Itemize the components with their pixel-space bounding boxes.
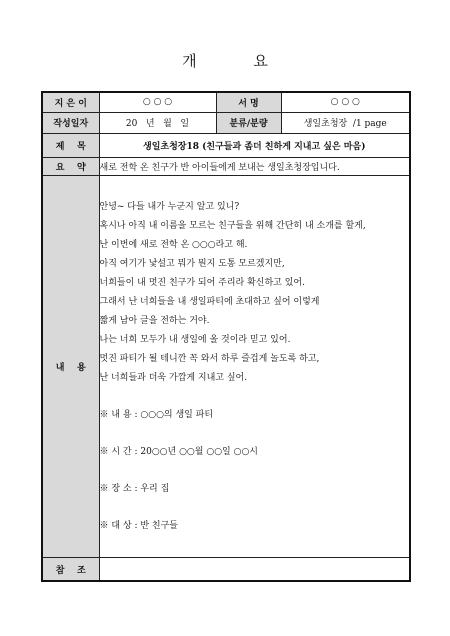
detail-line: ※ 장 소 : 우리 집: [99, 483, 170, 494]
content-line: 그래서 난 너희들을 내 생일파티에 초대하고 싶어 이렇게: [99, 296, 320, 307]
name-label: 서 명: [216, 92, 281, 112]
content-line: 난 너희들과 더욱 가깝게 지내고 싶어.: [99, 372, 248, 383]
category-label: 분류/분량: [216, 112, 281, 133]
document-title: 개 요: [182, 52, 294, 70]
content-line: 너희들이 내 멋진 친구가 되어 주리라 확신하고 있어.: [99, 277, 305, 288]
date-row: [42, 112, 410, 133]
detail-line: ※ 대 상 : 반 친구들: [99, 520, 179, 531]
date-label: 작성일자: [42, 112, 99, 133]
content-line: 짧게 남아 글을 전하는 거야.: [99, 315, 210, 326]
content-body: [99, 175, 410, 558]
content-row: [42, 175, 410, 558]
content-line: 난 이번에 새로 전학 온 ○○○라고 해.: [99, 239, 248, 250]
content-label: 내 용: [42, 175, 99, 558]
reference-label: 참 조: [42, 558, 99, 581]
reference-row: [42, 558, 410, 581]
author-row: [42, 92, 410, 112]
subject-label: 제 목: [42, 133, 99, 157]
content-line: 아직 여기가 낯설고 뭐가 뭔지 도통 모르겠지만,: [99, 258, 285, 269]
subject-value: 생일초청장18 (친구들과 좀더 친하게 지내고 싶은 마음): [99, 133, 410, 157]
author-value: ○ ○ ○: [99, 92, 216, 112]
summary-row: [42, 157, 410, 175]
summary-label: 요 약: [42, 157, 99, 175]
content-line: 멋진 파티가 될 테니깐 꼭 와서 하루 즐겁게 놀도록 하고,: [99, 353, 320, 364]
detail-line: ※ 내 용 : ○○○의 생일 파티: [99, 409, 214, 420]
author-label: 지 은 이: [42, 92, 99, 112]
category-value: 생일초청장 /1 page: [281, 112, 410, 133]
name-value: ○ ○ ○: [281, 92, 410, 112]
overview-form-table: [41, 91, 411, 582]
detail-line: ※ 시 간 : 20○○년 ○○월 ○○일 ○○시: [99, 446, 258, 457]
reference-value: [99, 558, 410, 581]
content-line: 안녕~ 다들 내가 누군지 알고 있니?: [99, 201, 240, 212]
summary-value: 새로 전학 온 친구가 반 아이들에게 보내는 생일초청장입니다.: [99, 157, 410, 175]
date-value: 20 년 월 일: [99, 112, 216, 133]
content-line: 혹시나 아직 내 이름을 모르는 친구들을 위해 간단히 내 소개를 할게,: [99, 220, 366, 231]
subject-row: [42, 133, 410, 157]
content-line: 나는 너희 모두가 내 생일에 올 것이라 믿고 있어.: [99, 334, 291, 345]
